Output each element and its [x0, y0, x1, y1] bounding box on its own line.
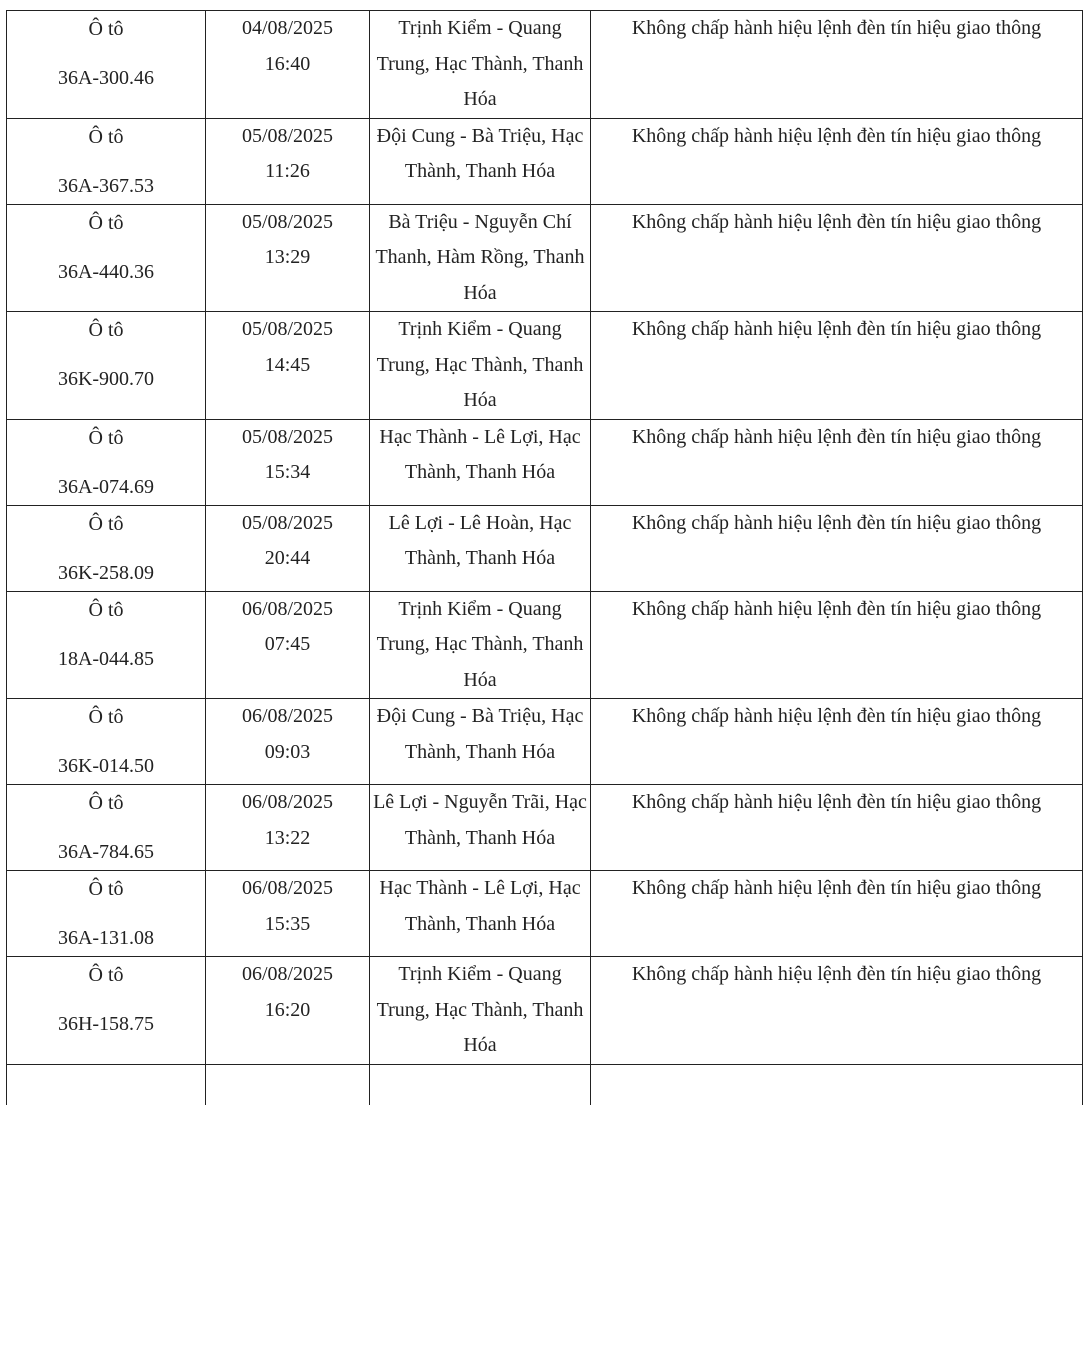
violation-time: 07:45	[264, 633, 311, 655]
table-row	[7, 871, 1083, 957]
vehicle-cell	[7, 312, 206, 420]
violation-date: 05/08/2025	[241, 210, 334, 233]
table-row	[7, 118, 1083, 204]
violation-time: 15:34	[264, 461, 311, 483]
location-cell: Hạc Thành - Lê Lợi, Hạc Thành, Thanh Hóa	[370, 871, 591, 957]
vehicle-type: Ô tô	[88, 964, 124, 986]
offense-cell: Không chấp hành hiệu lệnh đèn tín hiệu giao thông	[591, 957, 1083, 1065]
vehicle-cell	[7, 11, 206, 119]
location-cell: Đội Cung - Bà Triệu, Hạc Thành, Thanh Hóa	[370, 118, 591, 204]
vehicle-type: Ô tô	[88, 18, 124, 40]
violation-time: 13:22	[264, 826, 311, 849]
datetime-cell	[206, 591, 370, 699]
license-plate: 36H-158.75	[57, 1013, 155, 1035]
vehicle-type: Ô tô	[88, 598, 124, 621]
location-cell: Đội Cung - Bà Triệu, Hạc Thành, Thanh Hóa	[370, 699, 591, 785]
vehicle-cell	[7, 419, 206, 505]
violation-date: 06/08/2025	[241, 877, 334, 899]
violation-date: 04/08/2025	[241, 17, 334, 39]
datetime-cell	[206, 419, 370, 505]
vehicle-cell	[7, 957, 206, 1065]
table-row	[7, 312, 1083, 420]
vehicle-cell	[7, 505, 206, 591]
datetime-cell	[206, 11, 370, 119]
violation-time: 13:29	[264, 246, 311, 268]
vehicle-cell	[7, 785, 206, 871]
datetime-cell	[206, 957, 370, 1065]
empty-cell	[206, 1064, 370, 1105]
license-plate: 36A-074.69	[57, 475, 155, 498]
license-plate: 36A-784.65	[57, 841, 155, 863]
offense-cell: Không chấp hành hiệu lệnh đèn tín hiệu giao thông	[591, 785, 1083, 871]
violation-time: 14:45	[264, 353, 311, 376]
violation-time: 09:03	[264, 740, 311, 763]
vehicle-type: Ô tô	[88, 426, 124, 449]
empty-cell	[7, 1064, 206, 1105]
offense-cell: Không chấp hành hiệu lệnh đèn tín hiệu giao thông	[591, 871, 1083, 957]
violation-date: 06/08/2025	[241, 705, 334, 727]
license-plate: 36A-300.46	[57, 67, 155, 89]
vehicle-cell	[7, 699, 206, 785]
vehicle-type: Ô tô	[88, 512, 124, 535]
empty-cell	[591, 1064, 1083, 1105]
location-cell: Hạc Thành - Lê Lợi, Hạc Thành, Thanh Hóa	[370, 419, 591, 505]
location-cell: Trịnh Kiểm - Quang Trung, Hạc Thành, Thanh Hóa	[370, 957, 591, 1065]
vehicle-type: Ô tô	[88, 125, 124, 148]
empty-cell	[370, 1064, 591, 1105]
datetime-cell	[206, 204, 370, 312]
violation-date: 05/08/2025	[241, 511, 334, 534]
offense-cell: Không chấp hành hiệu lệnh đèn tín hiệu giao thông	[591, 699, 1083, 785]
datetime-cell	[206, 505, 370, 591]
violation-time: 20:44	[264, 547, 311, 569]
datetime-cell	[206, 118, 370, 204]
license-plate: 36A-367.53	[57, 174, 155, 197]
datetime-cell	[206, 312, 370, 420]
table-row	[7, 11, 1083, 119]
table-row-partial	[7, 1064, 1083, 1105]
location-cell: Lê Lợi - Nguyễn Trãi, Hạc Thành, Thanh Hóa	[370, 785, 591, 871]
license-plate: 36K-258.09	[57, 561, 155, 584]
license-plate: 18A-044.85	[57, 647, 155, 670]
offense-cell: Không chấp hành hiệu lệnh đèn tín hiệu giao thông	[591, 505, 1083, 591]
table-row	[7, 957, 1083, 1065]
table-row	[7, 785, 1083, 871]
location-cell: Lê Lợi - Lê Hoàn, Hạc Thành, Thanh Hóa	[370, 505, 591, 591]
license-plate: 36K-014.50	[57, 755, 155, 777]
vehicle-type: Ô tô	[88, 706, 124, 728]
offense-cell: Không chấp hành hiệu lệnh đèn tín hiệu giao thông	[591, 312, 1083, 420]
location-cell: Trịnh Kiểm - Quang Trung, Hạc Thành, Thanh Hóa	[370, 11, 591, 119]
violations-table-body	[7, 11, 1083, 1105]
violation-time: 11:26	[265, 160, 310, 182]
violation-date: 06/08/2025	[241, 963, 334, 985]
location-cell: Trịnh Kiểm - Quang Trung, Hạc Thành, Thanh Hóa	[370, 312, 591, 420]
vehicle-type: Ô tô	[88, 878, 124, 900]
offense-cell: Không chấp hành hiệu lệnh đèn tín hiệu giao thông	[591, 419, 1083, 505]
violation-time: 16:40	[264, 52, 311, 75]
violation-date: 05/08/2025	[241, 425, 334, 448]
datetime-cell	[206, 699, 370, 785]
license-plate: 36K-900.70	[57, 368, 155, 390]
violation-time: 16:20	[264, 998, 311, 1021]
table-row	[7, 505, 1083, 591]
offense-cell: Không chấp hành hiệu lệnh đèn tín hiệu giao thông	[591, 11, 1083, 119]
vehicle-cell	[7, 871, 206, 957]
table-row	[7, 699, 1083, 785]
offense-cell: Không chấp hành hiệu lệnh đèn tín hiệu giao thông	[591, 591, 1083, 699]
violation-date: 05/08/2025	[241, 318, 334, 340]
violation-date: 06/08/2025	[241, 791, 334, 813]
table-row	[7, 204, 1083, 312]
vehicle-cell	[7, 591, 206, 699]
table-row	[7, 419, 1083, 505]
datetime-cell	[206, 871, 370, 957]
offense-cell: Không chấp hành hiệu lệnh đèn tín hiệu giao thông	[591, 204, 1083, 312]
table-row	[7, 591, 1083, 699]
violation-date: 06/08/2025	[241, 597, 334, 620]
offense-cell: Không chấp hành hiệu lệnh đèn tín hiệu giao thông	[591, 118, 1083, 204]
license-plate: 36A-131.08	[57, 927, 155, 949]
datetime-cell	[206, 785, 370, 871]
location-cell: Trịnh Kiểm - Quang Trung, Hạc Thành, Thanh Hóa	[370, 591, 591, 699]
vehicle-cell	[7, 118, 206, 204]
vehicle-type: Ô tô	[88, 792, 124, 814]
violation-date: 05/08/2025	[241, 124, 334, 147]
vehicle-type: Ô tô	[88, 319, 124, 341]
violations-table	[6, 10, 1083, 1105]
license-plate: 36A-440.36	[57, 260, 155, 283]
violation-time: 15:35	[264, 912, 311, 935]
location-cell: Bà Triệu - Nguyễn Chí Thanh, Hàm Rồng, Thanh Hóa	[370, 204, 591, 312]
vehicle-cell	[7, 204, 206, 312]
vehicle-type: Ô tô	[88, 211, 124, 234]
